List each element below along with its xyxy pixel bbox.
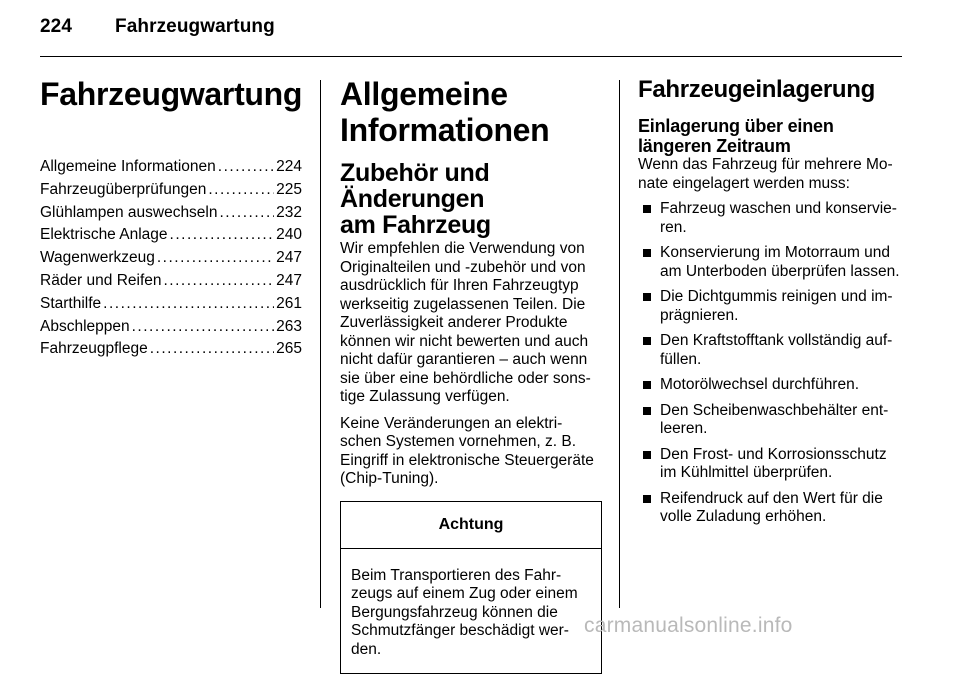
toc-entry[interactable] [40, 202, 302, 225]
toc-entry[interactable] [40, 338, 302, 361]
column-divider-1 [320, 80, 321, 608]
toc-entry-page: 247 [276, 270, 302, 293]
toc-leader-dots [164, 270, 275, 293]
toc-entry-label: Fahrzeugüberprüfungen [40, 179, 206, 202]
storage-title: Fahrzeugeinlagerung [638, 76, 906, 104]
toc-entry-label: Wagenwerkzeug [40, 247, 155, 270]
storage-checklist [638, 200, 906, 527]
toc-entry[interactable] [40, 179, 302, 202]
square-bullet-icon [643, 337, 651, 345]
square-bullet-icon [643, 293, 651, 301]
table-of-contents [40, 156, 302, 361]
square-bullet-icon [643, 495, 651, 503]
storage-column [638, 76, 906, 534]
checklist-item-text: Den Kraftstofftank vollständig auf- füllen. [660, 332, 892, 368]
toc-entry-label: Räder und Reifen [40, 270, 162, 293]
square-bullet-icon [643, 407, 651, 415]
chapter-column [40, 76, 302, 361]
toc-entry-page: 247 [276, 247, 302, 270]
toc-leader-dots [220, 202, 275, 225]
toc-leader-dots [157, 247, 274, 270]
chapter-title: Fahrzeugwartung [40, 76, 302, 112]
toc-entry-page: 240 [276, 224, 302, 247]
toc-entry-page: 224 [276, 156, 302, 179]
warning-text: Beim Transportieren des Fahr- zeugs auf einem Zug oder einem Bergungsfahrzeug können die Schmutzfänger beschädigt wer- den. [341, 549, 601, 674]
toc-leader-dots [170, 224, 275, 247]
watermark: carmanualsonline.info [584, 614, 793, 638]
toc-entry[interactable] [40, 156, 302, 179]
checklist-item [638, 332, 906, 369]
checklist-item-text: Die Dichtgummis reinigen und im- prägnieren. [660, 288, 893, 324]
checklist-item-text: Den Frost- und Korrosionsschutz im Kühlmittel überprüfen. [660, 446, 887, 482]
checklist-item [638, 490, 906, 527]
checklist-item [638, 402, 906, 439]
checklist-item [638, 244, 906, 281]
page-number: 224 [40, 16, 72, 38]
warning-box [340, 501, 602, 674]
column-divider-2 [619, 80, 620, 608]
toc-entry[interactable] [40, 247, 302, 270]
toc-leader-dots [132, 316, 275, 339]
square-bullet-icon [643, 381, 651, 389]
toc-entry-label: Elektrische Anlage [40, 224, 168, 247]
toc-entry-label: Abschleppen [40, 316, 130, 339]
checklist-item [638, 200, 906, 237]
body-paragraph-1: Wir empfehlen die Verwendung von Originalteilen und -zubehör und von ausdrücklich für Ihren Fahrzeugtyp werkseitig zugelassenen Teilen. Die Zuverlässigkeit anderer Produkte können wir nicht bewerten und auch nicht dafür garantieren – auch wenn sie über eine behördliche oder sons- tige Zulassung verfügen. [340, 240, 602, 407]
section-title: Allgemeine Informationen [340, 76, 602, 148]
toc-entry-label: Fahrzeugpflege [40, 338, 148, 361]
general-info-column [340, 76, 602, 674]
checklist-item-text: Motorölwechsel durchführen. [660, 376, 859, 393]
toc-entry-page: 232 [276, 202, 302, 225]
subsection-title: Zubehör und Änderungen am Fahrzeug [340, 160, 602, 238]
checklist-item-text: Reifendruck auf den Wert für die volle Zuladung erhöhen. [660, 490, 883, 526]
toc-entry-label: Glühlampen auswechseln [40, 202, 218, 225]
toc-entry-label: Starthilfe [40, 293, 101, 316]
toc-entry[interactable] [40, 316, 302, 339]
toc-entry-page: 225 [276, 179, 302, 202]
toc-entry-page: 263 [276, 316, 302, 339]
toc-leader-dots [208, 179, 274, 202]
checklist-item [638, 446, 906, 483]
toc-leader-dots [103, 293, 274, 316]
checklist-item [638, 376, 906, 395]
warning-heading: Achtung [341, 502, 601, 549]
square-bullet-icon [643, 205, 651, 213]
toc-entry[interactable] [40, 270, 302, 293]
checklist-item-text: Den Scheibenwaschbehälter ent- leeren. [660, 402, 888, 438]
square-bullet-icon [643, 249, 651, 257]
checklist-item-text: Konservierung im Motorraum und am Unterboden überprüfen lassen. [660, 244, 900, 280]
running-title: Fahrzeugwartung [115, 16, 275, 38]
storage-intro: Wenn das Fahrzeug für mehrere Mo- nate eingelagert werden muss: [638, 156, 906, 193]
body-paragraph-2: Keine Veränderungen an elektri- schen Systemen vornehmen, z. B. Eingriff in elektronische Steuergeräte (Chip-Tuning). [340, 415, 602, 489]
square-bullet-icon [643, 451, 651, 459]
toc-leader-dots [150, 338, 274, 361]
toc-leader-dots [218, 156, 274, 179]
toc-entry[interactable] [40, 293, 302, 316]
checklist-item-text: Fahrzeug waschen und konservie- ren. [660, 200, 897, 236]
toc-entry-page: 265 [276, 338, 302, 361]
toc-entry-label: Allgemeine Informationen [40, 156, 216, 179]
storage-subtitle: Einlagerung über einen längeren Zeitraum [638, 116, 906, 156]
toc-entry[interactable] [40, 224, 302, 247]
header-rule [40, 56, 902, 57]
toc-entry-page: 261 [276, 293, 302, 316]
checklist-item [638, 288, 906, 325]
